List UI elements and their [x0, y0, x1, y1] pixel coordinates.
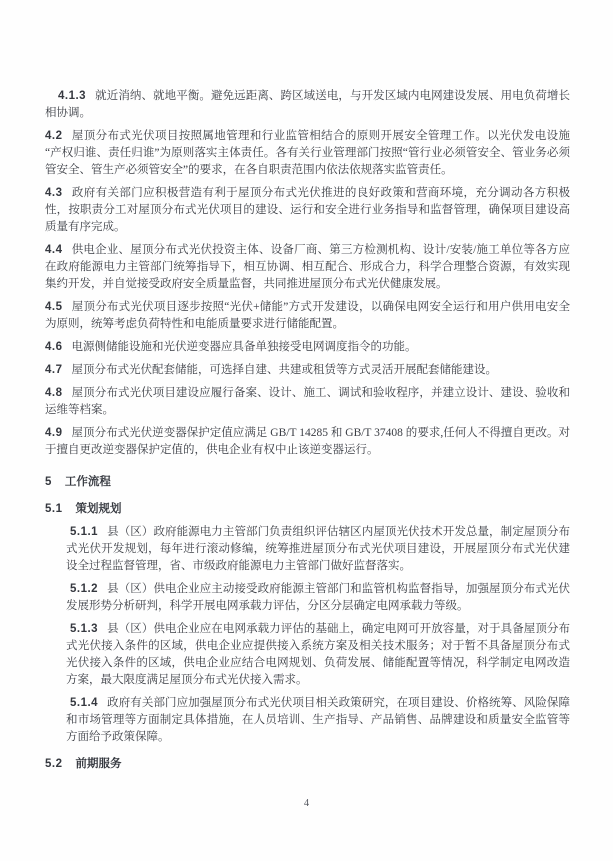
clause-number: 5.1.2 [70, 583, 99, 595]
heading-number: 5.1 [45, 503, 63, 515]
section-heading-5-2 [45, 756, 570, 773]
clause-text: 屋顶分布式光伏配套储能，可选择自建、共建或租赁等方式灵活开展配套储能建设。 [71, 364, 497, 376]
clause-5-1-4 [66, 695, 570, 746]
clause-4-3 [45, 185, 570, 236]
clause-number: 4.8 [45, 387, 63, 399]
clause-text: 屋顶分布式光伏项目逐步按照“光伏+储能”方式开发建设，以确保电网安全运行和用户供用电安全为原则，统筹考虑负荷特性和电能质量要求进行储能配置。 [45, 301, 570, 330]
clause-number: 5.1.4 [70, 697, 99, 709]
clause-number: 4.1.3 [58, 90, 87, 102]
clause-text: 电源侧储能设施和光伏逆变器应具备单独接受电网调度指令的功能。 [71, 341, 417, 353]
clause-4-5 [45, 299, 570, 333]
clause-number: 4.6 [45, 341, 63, 353]
heading-number: 5 [45, 476, 52, 488]
clause-4-4 [45, 242, 570, 293]
clause-4-8 [45, 385, 570, 419]
clause-4-7 [45, 362, 570, 379]
clause-number: 4.9 [45, 427, 63, 439]
clause-number: 4.3 [45, 187, 63, 199]
heading-text: 前期服务 [75, 758, 122, 770]
heading-text: 工作流程 [64, 476, 111, 488]
clause-4-1-3 [45, 88, 570, 122]
clause-number: 4.2 [45, 130, 63, 142]
clause-text: 屋顶分布式光伏项目按照属地管理和行业监管相结合的原则开展安全管理工作。以光伏发电设施“产权归谁、责任归谁”为原则落实主体责任。各有关行业管理部门按照“管行业必须管安全、管业务必须管安全、管生产必须管安全”的要求，在各自职责范围内依法依规落实监管责任。 [45, 130, 570, 176]
clause-number: 4.5 [45, 301, 63, 313]
clause-text: 县（区）供电企业应主动接受政府能源主管部门和监管机构监督指导，加强屋顶分布式光伏发展形势分析研判，科学开展电网承载力评估，分区分层确定电网承载力等级。 [66, 583, 570, 612]
section-heading-5-1 [45, 501, 570, 518]
clause-text: 屋顶分布式光伏逆变器保护定值应满足 GB/T 14285 和 GB/T 37408 的要求,任何人不得擅自更改。对于擅自更改逆变器保护定值的，供电企业有权中止该逆变器运行。 [45, 427, 570, 456]
clause-text: 政府有关部门应积极营造有利于屋顶分布式光伏推进的良好政策和营商环境，充分调动各方积极性，按职责分工对屋顶分布式光伏项目的建设、运行和安全进行业务指导和监督管理，确保项目建设高质量有序完成。 [45, 187, 570, 233]
page-number: 4 [303, 798, 310, 809]
clause-number: 5.1.1 [70, 526, 99, 538]
clause-4-2 [45, 128, 570, 179]
heading-number: 5.2 [45, 758, 63, 770]
clause-text: 县（区）供电企业应在电网承载力评估的基础上，确定电网可开放容量，对于具备屋顶分布式光伏接入条件的区域，供电企业应提供接入系统方案及相关技术服务；对于暂不具备屋顶分布式光伏接入条件的区域，供电企业应结合电网规划、负荷发展、储能配置等情况，科学制定电网改造方案，最大限度满足屋顶分布式光伏接入需求。 [66, 623, 570, 686]
clause-text: 供电企业、屋顶分布式光伏投资主体、设备厂商、第三方检测机构、设计/安装/施工单位等各方应在政府能源电力主管部门统筹指导下，相互协调、相互配合、形成合力，科学合理整合资源，有效实现集约开发，并自觉接受政府安全质量监督，共同推进屋顶分布式光伏健康发展。 [45, 244, 570, 290]
clause-4-6 [45, 339, 570, 356]
clause-text: 屋顶分布式光伏项目建设应履行备案、设计、施工、调试和验收程序，并建立设计、建设、验收和运维等档案。 [45, 387, 570, 416]
clause-number: 4.4 [45, 244, 63, 256]
section-heading-5 [45, 474, 570, 491]
clause-text: 县（区）政府能源电力主管部门负责组织评估辖区内屋顶光伏技术开发总量，制定屋顶分布式光伏开发规划，每年进行滚动修编，统筹推进屋顶分布式光伏项目建设，开展屋顶分布式光伏建设全过程监督管理，省、市级政府能源电力主管部门做好监督落实。 [66, 526, 570, 572]
clause-5-1-1 [66, 524, 570, 575]
clause-text: 就近消纳、就地平衡。避免远距离、跨区域送电，与开发区域内电网建设发展、用电负荷增长相协调。 [45, 90, 570, 119]
clause-number: 5.1.3 [70, 623, 99, 635]
heading-text: 策划规划 [75, 503, 122, 515]
clause-5-1-2 [66, 581, 570, 615]
clause-text: 政府有关部门应加强屋顶分布式光伏项目相关政策研究，在项目建设、价格统筹、风险保障和市场管理等方面制定具体措施，在人员培训、生产指导、产品销售、品牌建设和质量安全监管等方面给予政策保障。 [66, 697, 570, 743]
clause-number: 4.7 [45, 364, 63, 376]
clause-5-1-3 [66, 621, 570, 689]
clause-4-9 [45, 425, 570, 459]
